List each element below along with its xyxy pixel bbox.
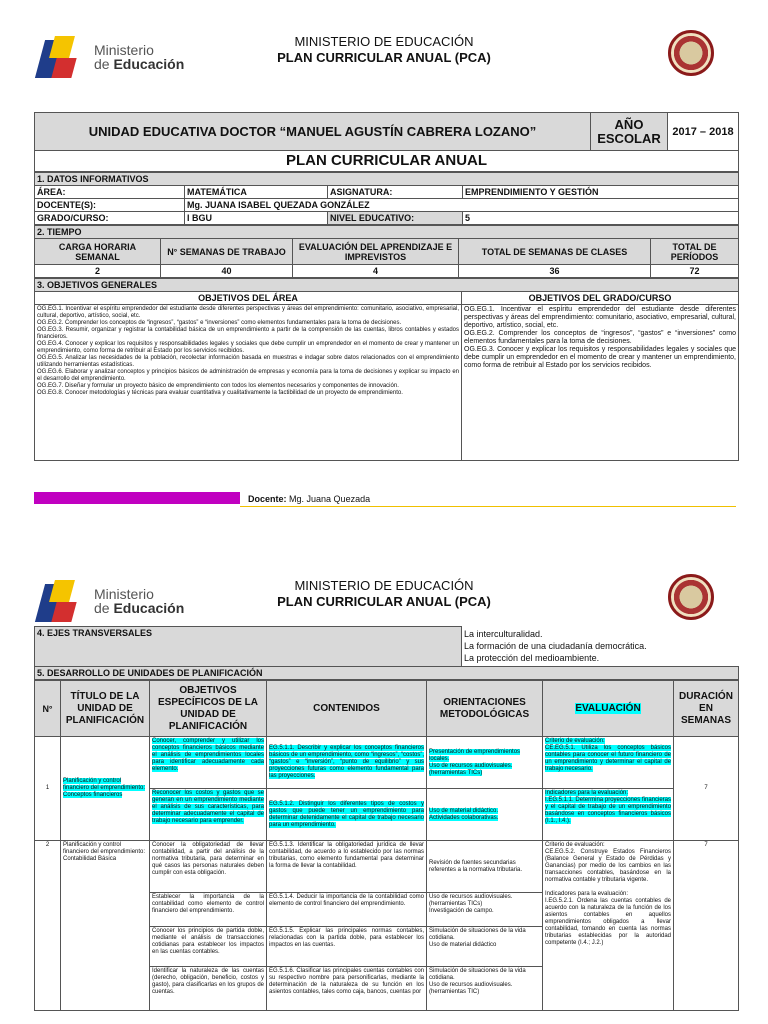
page2-table xyxy=(34,626,738,1011)
header-title1: MINISTERIO DE EDUCACIÓN xyxy=(294,578,474,593)
col-header-objetivos: OBJETIVOS ESPECÍFICOS DE LA UNIDAD DE PLANIFICACIÓN xyxy=(150,681,267,737)
page-header-2 xyxy=(234,578,534,610)
time-header-2: N° SEMANAS DE TRABAJO xyxy=(161,239,293,265)
col-header-orientaciones: ORIENTACIONES METODOLÓGICAS xyxy=(427,681,543,737)
eje-3: La protección del medioambiente. xyxy=(464,652,600,663)
section3-title: 3. OBJETIVOS GENERALES xyxy=(35,279,739,292)
logo-line1: Ministerio xyxy=(94,586,154,602)
header-title2: PLAN CURRICULAR ANUAL (PCA) xyxy=(277,50,491,65)
time-header-5: TOTAL DE PERÍODOS xyxy=(651,239,739,265)
header-title1: MINISTERIO DE EDUCACIÓN xyxy=(294,34,474,49)
asignatura-label: ASIGNATURA: xyxy=(328,186,463,199)
unit2-eval: Criterio de evaluación: CE.EG.5.2. Construye Estados Financieros (Balance General y Estado de Pérdidas y Ganancias) por medio de los cambios en las transacciones contables, basándose en la normativa contable y tributaria vigente. Indicadores para la evaluación: I.EG.5.2.1. Ordena las cuentas contables de acuerdo con la naturaleza de la función de los asientos contables en aquellos emprendimientos obligados a llevar contabilidad, tomando en cuenta las normas tributarias establecidas por la autoridad competente (I.4.; J.2.) xyxy=(543,841,674,1011)
col-header-contenidos: CONTENIDOS xyxy=(267,681,427,737)
unit1-method2: Uso de material didáctico. Actividades colaborativas. xyxy=(427,789,543,841)
docente-label: DOCENTE(S): xyxy=(35,199,185,212)
logo-line2-pre: de xyxy=(94,600,110,616)
eje-1: La interculturalidad. xyxy=(464,628,543,639)
time-header-4: TOTAL DE SEMANAS DE CLASES xyxy=(459,239,651,265)
time-value-4: 36 xyxy=(459,265,651,278)
logo-line2: Educación xyxy=(113,600,185,616)
obj-grado-header: OBJETIVOS DEL GRADO/CURSO xyxy=(462,292,739,305)
docente-sign-name: Mg. Juana Quezada xyxy=(289,494,371,504)
nivel-value: 5 xyxy=(463,212,739,225)
unit1-eval2: Indicadores para la evaluación: I.EG.5.1.1. Determina proyecciones financieras y el capital de trabajo de un emprendimiento basándose en conceptos financieros básicos (I.1., I.4.). xyxy=(543,789,674,841)
logo-line1: Ministerio xyxy=(94,42,154,58)
eje-2: La formación de una ciudadanía democrática. xyxy=(464,640,647,651)
unit2-duration: 7 xyxy=(674,841,739,1011)
col-header-duracion: DURACIÓN EN SEMANAS xyxy=(674,681,739,737)
ejes-list xyxy=(462,627,739,667)
unit1-number: 1 xyxy=(35,737,61,841)
nivel-label: NIVEL EDUCATIVO: xyxy=(328,212,463,225)
unit2-content4: EG.5.1.6. Clasificar las principales cuentas contables con su respectivo nombre para personificarlas, mediante la determinación de la naturaleza de su función en los asientos contables, tales como caja, bancos, cuentas por xyxy=(267,967,427,1011)
col-header-evaluacion: EVALUACIÓN xyxy=(543,681,674,737)
unit1-obj2: Reconocer los costos y gastos que se generan en un emprendimiento mediante el análisis de sus características, para determinar adecuadamente el capital de trabajo necesario para emprender. xyxy=(150,789,267,841)
unit1-title: Planificación y control financiero del emprendimiento: Conceptos financieros xyxy=(61,737,150,841)
col-header-titulo: TÍTULO DE LA UNIDAD DE PLANIFICACIÓN xyxy=(61,681,150,737)
time-value-1: 2 xyxy=(35,265,161,278)
unit1-content1: EG.5.1.1. Describir y explicar los conceptos financieros básicos de un emprendimiento, como “ingresos”, “costos”, “gastos” e “inversión”, “punto de equilibrio” y sus proyecciones futuras como elemento fundamental para las proyecciones. xyxy=(267,737,427,789)
time-value-3: 4 xyxy=(293,265,459,278)
unit2-content2: EG.5.1.4. Deducir la importancia de la contabilidad como elemento de control financiero del emprendimiento. xyxy=(267,893,427,927)
unit2-obj3: Conocer los principios de partida doble, mediante el análisis de transacciones cotidianas para establecer los impactos en las cuentas contables. xyxy=(150,927,267,967)
plan-title: PLAN CURRICULAR ANUAL xyxy=(35,151,739,172)
section2-title: 2. TIEMPO xyxy=(35,226,739,239)
time-header-1: CARGA HORARIA SEMANAL xyxy=(35,239,161,265)
obj-area-header: OBJETIVOS DEL ÁREA xyxy=(35,292,462,305)
year-label: AÑO ESCOLAR xyxy=(591,113,668,151)
unit1-method1: Presentación de emprendimientos locales. Uso de recursos audiovisuales. (herramientas TICs) xyxy=(427,737,543,789)
ministry-logo xyxy=(40,36,184,78)
school-year: 2017 – 2018 xyxy=(668,113,739,151)
section5-title: 5. DESARROLLO DE UNIDADES DE PLANIFICACIÓN xyxy=(35,667,739,680)
page-header xyxy=(234,34,534,66)
logo-line2: Educación xyxy=(113,56,185,72)
school-seal-icon xyxy=(668,30,714,76)
unit1-content2: EG.5.1.2. Distinguir los diferentes tipos de costos y gastos que puede tener un emprendimiento para determinar detenidamente el capital de trabajo necesario para un emprendimiento. xyxy=(267,789,427,841)
time-header-3: EVALUACIÓN DEL APRENDIZAJE E IMPREVISTOS xyxy=(293,239,459,265)
flag-icon xyxy=(40,580,90,622)
docente-sign-label: Docente: xyxy=(248,494,287,504)
unit2-title: Planificación y control financiero del emprendimiento: Contabilidad Básica xyxy=(61,841,150,1011)
header-title2: PLAN CURRICULAR ANUAL (PCA) xyxy=(277,594,491,609)
ministry-logo-2 xyxy=(40,580,184,622)
unit2-obj4: Identificar la naturaleza de las cuentas (derecho, obligación, beneficio, costos y gasto), para clasificarlas en los grupos de cuentas. xyxy=(150,967,267,1011)
col-header-n: N° xyxy=(35,681,61,737)
docente-value: Mg. JUANA ISABEL QUEZADA GONZÁLEZ xyxy=(185,199,739,212)
section1-title: 1. DATOS INFORMATIVOS xyxy=(35,173,739,186)
unit1-obj1: Conocer, comprender y utilizar los conceptos financieros básicos mediante el análisis de emprendimientos locales para identificar adecuadamente cada elemento. xyxy=(150,737,267,789)
signature-line xyxy=(240,506,736,507)
unit2-content3: EG.5.1.5. Explicar las principales normas contables, relacionadas con la partida doble, para establecer los impactos en las cuentas. xyxy=(267,927,427,967)
unit2-obj2: Establecer la importancia de la contabilidad como elemento de control financiero del emprendimiento. xyxy=(150,893,267,927)
unit2-number: 2 xyxy=(35,841,61,1011)
grado-value: I BGU xyxy=(185,212,328,225)
school-seal-icon xyxy=(668,574,714,620)
unit2-method4: Simulación de situaciones de la vida cotidiana. Uso de recursos audiovisuales. (herramientas TIC) xyxy=(427,967,543,1011)
unit1-duration: 7 xyxy=(674,737,739,841)
time-value-5: 72 xyxy=(651,265,739,278)
school-name: UNIDAD EDUCATIVA DOCTOR “MANUEL AGUSTÍN CABRERA LOZANO” xyxy=(35,113,591,151)
docente-signature xyxy=(248,494,370,504)
area-label: ÁREA: xyxy=(35,186,185,199)
unit2-obj1: Conocer la obligatoriedad de llevar contabilidad, a partir del análisis de la normativa tributaria, para determinar en qué casos las personas naturales deben cumplir con esta obligación. xyxy=(150,841,267,893)
docente-highlight-bar xyxy=(34,492,240,504)
page1-table xyxy=(34,112,738,461)
area-value: MATEMÁTICA xyxy=(185,186,328,199)
grado-label: GRADO/CURSO: xyxy=(35,212,185,225)
unit2-content1: EG.5.1.3. Identificar la obligatoriedad jurídica de llevar contabilidad, de acuerdo a lo establecido por las normas tributarias, como elemento fundamental para determinar la forma de llevar la contabilidad. xyxy=(267,841,427,893)
logo-line2-pre: de xyxy=(94,56,110,72)
time-value-2: 40 xyxy=(161,265,293,278)
obj-grado-text: OG.EG.1. Incentivar el espíritu emprendedor del estudiante desde diferentes perspectivas y áreas del emprendimiento: comunitario, asociativo, empresarial, cultural, deportivo, artístico, social, etc. OG.EG.2. Comprender los conceptos de “ingresos”, “gastos” e “inversiones” como elementos fundamentales para la toma de decisiones. OG.EG.3. Conocer y explicar los requisitos y responsabilidades legales y sociales que debe cumplir un emprendedor en el momento de crear y mantener un emprendimiento, como forma de retribuir al Estado por los servicios recibidos. xyxy=(462,305,739,461)
obj-area-text: OG.EG.1. Incentivar el espíritu emprendedor del estudiante desde diferentes perspectivas y áreas del emprendimiento: comunitario, asociativo, empresarial, cultural, deportivo, artístico, social, etc. OG.EG.2. Comprender los conceptos de “ingresos”, “gastos” e “inversiones” como elementos fundamentales para la toma de decisiones. OG.EG.3. Resumir, organizar y registrar la contabilidad básica de un emprendimiento a partir de la comprensión de las cuentas, libros contables y estados financieros. OG.EG.4. Conocer y explicar los requisitos y responsabilidades legales y sociales que debe cumplir un emprendedor en el momento de crear y mantener un emprendimiento, como forma de retribuir al Estado por los servicios recibidos. OG.EG.5. Analizar las necesidades de la población, recolectar información basada en muestras e indagar sobre datos relacionados con el emprendimiento utilizando herramientas estadísticas. OG.EG.6. Elaborar y analizar conceptos y principios básicos de administración de empresas y economía para la toma de decisiones y explicar su impacto en el desarrollo del emprendimiento. OG.EG.7. Diseñar y formular un proyecto básico de emprendimiento con todos los elementos necesarios y componentes de innovación. OG.EG.8. Conocer metodologías y técnicas para evaluar cuantitativa y cualitativamente la factibilidad de un proyecto de emprendimiento. xyxy=(35,305,462,461)
unit2-method1: Revisión de fuentes secundarias referentes a la normativa tributaria. xyxy=(427,841,543,893)
unit1-eval1: Criterio de evaluación: CE.EG.5.1. Utiliza los conceptos básicos contables para conocer el futuro financiero de un emprendimiento y determinar el capital de trabajo necesario. xyxy=(543,737,674,789)
asignatura-value: EMPRENDIMIENTO Y GESTIÓN xyxy=(463,186,739,199)
section4-title: 4. EJES TRANSVERSALES xyxy=(35,627,462,667)
unit2-method2: Uso de recursos audiovisuales. (herramientas TICs) Investigación de campo. xyxy=(427,893,543,927)
flag-icon xyxy=(40,36,90,78)
unit2-method3: Simulación de situaciones de la vida cotidiana. Uso de material didáctico xyxy=(427,927,543,967)
